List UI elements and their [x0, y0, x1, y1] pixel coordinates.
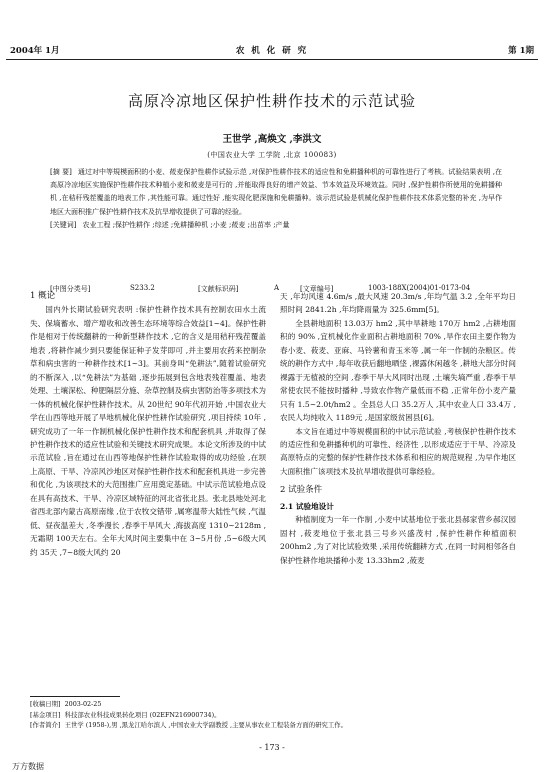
right-column [280, 290, 516, 567]
author-list: 王世学 ,高焕文 ,李洪文 [222, 134, 322, 145]
header-date: 2004年 1月 [10, 46, 60, 56]
footnote [30, 710, 520, 721]
clc-label: [中图分类号] [50, 285, 91, 293]
affiliation: (中国农业大学 工学院 ,北京 100083) [207, 151, 337, 159]
article-number-label: [文章编号] [300, 285, 334, 293]
doc-code-value: A [274, 284, 280, 292]
article-number-value: 1003-188X(2004)01-0173-04 [368, 284, 471, 292]
paragraph: 全县耕地面积 13.03万 hm2 ,其中旱耕地 170万 hm2 ,占耕地面积的 90% ,宜机械化作业面积占耕地面积 70% ,旱作农田主要作物为春小麦、莜麦、亚麻、马铃薯和青玉米等 ,属一年一作制的杂粮区。传统的耕作方式中 ,每年收获后翻地晒垡 ,裸露休闲越冬 ,耕地大部分时间裸露于无植被的空间 ,春季干旱大风同时出现 ,土壤失墒严重 ,春季干旱常使农民不能按时播种 ,导致农作物产量低而不稳 ,正常年份小麦产量只有 1.5~2.0t/hm2 。全县总人口 35.2万人 ,其中农业人口 33.4万 ,农民人均纯收入 1189元 ,是国家级贫困县[6]。 [280, 318, 516, 423]
left-column [30, 290, 266, 559]
clc-value: S233.2 [130, 284, 155, 292]
page-number: - 173 - [259, 743, 285, 752]
abstract-text: 通过对中等規模面积的小麦、莜麦保护性耕作试验示范 ,对保护性耕作技术的适应性和免耕播种机的可靠性进行了考核。试验结果表明 ,在高原冷凉地区实施保护性耕作技术种植小麦和莜麦是可行的 ,并能取得良好的增产效益、节本效益及环境效益。同时 ,保护性耕作所使用的免耕播种机 ,在秸秆残茬覆盖的地表工作 ,其性能可靠。通过性好 ,能实现化肥深施和免耕播种。该示范试验是机械化保护性耕作技术体系完整的补充 ,为早作地区大面积推广保护性耕作技术及抗旱增收提供了可靠的经验。 [50, 168, 503, 216]
section-heading: 1 概论 [30, 291, 56, 301]
footnote [30, 720, 520, 731]
footer-watermark: 万方数据 [12, 762, 44, 771]
paragraph: 天 ,年均风速 4.6m/s ,最大风速 20.3m/s ,年均气温 3.2 ,全年平均日照时间 2841.2h ,年均降雨量为 325.6mm[5]。 [280, 292, 516, 315]
footnote-text: 2003-02-25 [64, 700, 102, 708]
running-header [0, 44, 544, 58]
footnote-rule [30, 696, 120, 697]
footnote-text: 科技部农业科技成果转化项目 (02EFN216900734)。 [64, 710, 221, 719]
footnote-label: [作者简介] [30, 721, 61, 730]
header-journal: 农 机 化 研 究 [235, 46, 309, 56]
subsection-heading: 2.1 试验地设计 [280, 501, 334, 511]
footnotes [30, 699, 520, 731]
footnote [30, 699, 520, 710]
keywords [50, 219, 502, 232]
paragraph: 本文旨在通过中等规模面积的中试示范试验 ,考核保护性耕作技术的适应性和免耕播种机的可靠性、经济性 ,以形成适应于干旱、冷凉及高原特点的完整的保护性耕作技术体系和相应的规范规程 ,为早作地区大面积推广该项技术及抗旱增收提供可靠经验。 [280, 426, 516, 476]
keywords-text: 农业工程 ;保护性耕作 ;综述 ;免耕播种机 ;小麦 ;莜麦 ;出苗率 ;产量 [82, 220, 290, 229]
keywords-label: [关键词] [50, 220, 77, 229]
abstract-block [50, 166, 502, 232]
footnote-text: 王世学 (1958-),男 ,黑龙江哈尔滨人 ,中国农业大学副教授 ,主要从事农业工程装备方面的研究工作。 [64, 721, 348, 730]
header-rule [6, 59, 538, 60]
section-heading: 2 试验条件 [280, 485, 323, 496]
abstract-label: [摘 要] [50, 168, 72, 176]
footnote-label: [收稿日期] [30, 700, 61, 708]
paragraph: 种植制度为一年一作制 ,小麦中试基地位于张北县郝家营乡郝汉园固村 ,莜麦地位于张北县三号乡兴盛茂村 ,保护性耕作种植面积 200hm2 ,为了对比试验效果 ,采用传统翻耕方式 ,在同一时间相邻各自保护性耕作地块播种小麦 13.33hm2 ,莜麦 [280, 515, 516, 565]
footnote-label: [基金项目] [30, 710, 61, 719]
paragraph: 国内外长期试验研究表明 :保护性耕作技术具有控制农田水土流失、保墒蓄水、增产增收和改善生态环境等综合效益[1~4]。保护性耕作是相对于传统翻耕的一种新型耕作技术 ,它的含义是用秸秆残茬覆盖地表 ,将耕作减少到只要能保证种子发芽即可 ,并主要用农药来控制杂草和病虫害的一种耕作技术[1~3]。其前身叫“免耕法”,随着试验研究的不断深入 ,以“免耕法”为基础 ,逐步拓展到包含地表残茬覆盖、地表处理、土壤深松、种肥隔层分施、杂草控制及病虫害防治等多项技术为一体的机械化保护性耕作技术。从 20世纪 90年代初开始 ,中国农业大学在山西等地开展了旱地机械化保护性耕作试验研究 ,项目持续 10年 ,研究成功了一年一作制机械化保护性耕作技术和配套机具 ,并取得了保护性耕作技术的适应性试验和关键技术研究成果。本论文所涉及的中试示范试验 ,旨在通过在山西等地保护性耕作试验取得的成功经验 ,在坝上高原、干旱、冷凉风沙地区对保护性耕作技术和配套机具进一步完善和优化 ,为该项技术的大范围推广应用奠定基础。中试示范试验地点设在具有高技术、干旱、冷凉区域特征的河北省张北县。张北县地处河北省西北部内蒙古高原南缘 ,位于农牧交错带 ,属寒温带大陆性气候 ,气温低、昼夜温差大 ,冬季漫长 ,春季干旱风大 ,海拔高度 1310~2128m ,无霜期 100天左右。全年大风时间主要集中在 3~5月份 ,5~6级大风约 35天 ,7~8级大风约 20 [30, 305, 266, 557]
doc-code-label: [文献标识码] [198, 285, 239, 293]
paper-title: 高原冷凉地区保护性耕作技术的示范试验 [127, 92, 416, 110]
abstract [50, 166, 502, 219]
header-issue: 第 1期 [508, 46, 534, 56]
